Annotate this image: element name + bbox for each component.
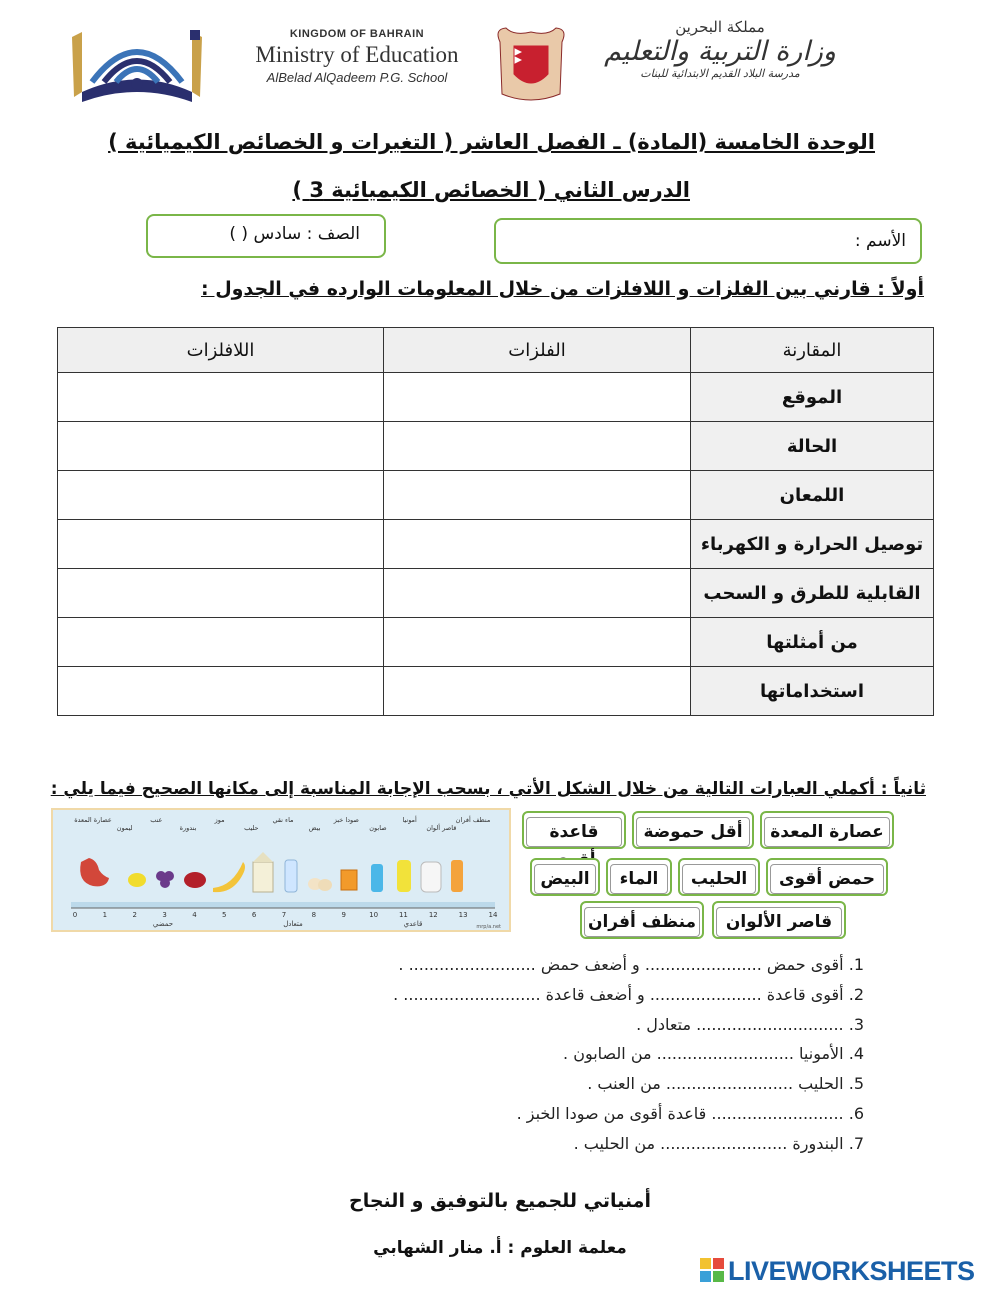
row-label: اللمعان: [691, 471, 934, 520]
kingdom-label-ar: مملكة البحرين: [675, 18, 765, 36]
question-6: [517, 1104, 864, 1123]
chip-label: قاعدة: [526, 817, 622, 847]
ph-region-label: متعادل: [283, 920, 303, 928]
question-number: 2.: [848, 985, 864, 1004]
metals-answer-cell[interactable]: [384, 471, 691, 520]
chip-label: أقل حموضة: [636, 817, 750, 847]
ph-tick-label: 6: [251, 911, 257, 919]
chip-label: قاصر الألوان: [716, 907, 842, 937]
teacher-signature: معلمة العلوم : أ. منار الشهابي: [373, 1238, 627, 1258]
ph-tick-label: 0: [72, 911, 78, 919]
question-text: الأمونيا ........................... من الصابون .: [563, 1044, 844, 1063]
closing-wish: أمنياتي للجميع بالتوفيق و النجاح: [349, 1190, 651, 1212]
chip-stomach-juice[interactable]: [760, 811, 894, 849]
substance-label: قاصر ألوان: [426, 824, 457, 832]
question-1: [398, 955, 864, 974]
nonmetals-answer-cell[interactable]: [58, 569, 384, 618]
oven-cleaner-icon: [451, 860, 463, 892]
row-label: الحالة: [691, 422, 934, 471]
question-text: البندورة ......................... من الحليب .: [573, 1134, 844, 1153]
question-5: [587, 1074, 864, 1093]
ph-tick-label: 12: [428, 911, 438, 919]
bleach-jug-icon: [421, 862, 441, 892]
substance-label: موز: [214, 816, 225, 824]
chip-bleach[interactable]: [712, 901, 846, 939]
chip-stronger-acid[interactable]: [766, 858, 888, 896]
name-label: الأسم :: [854, 231, 906, 251]
comparison-table: [57, 327, 934, 716]
ph-tick-label: 10: [369, 911, 379, 919]
eggs-icon: [308, 878, 332, 891]
metals-answer-cell[interactable]: [384, 569, 691, 618]
liveworksheets-icon: [700, 1258, 724, 1284]
nonmetals-answer-cell[interactable]: [58, 471, 384, 520]
ministry-label: Ministry of Education: [255, 42, 459, 67]
chip-label: الحليب: [682, 864, 756, 894]
substance-label: بندورة: [179, 824, 197, 832]
substance-label: ليمون: [116, 824, 133, 832]
substance-label: عصارة المعدة: [74, 816, 112, 824]
substance-label: منظف أفران: [455, 816, 491, 824]
section-2-heading: ثانياً : أكملي العبارات التالية من خلال الشكل الأتي ، بسحب الإجابة المناسبة إلى مكانها الصحيح فيما يلي :: [50, 779, 926, 799]
table-row: [58, 422, 934, 471]
substance-label: عنب: [150, 816, 163, 824]
chip-oven-cleaner[interactable]: [580, 901, 704, 939]
question-text: أقوى قاعدة ...................... و أضعف قاعدة ........................... .: [393, 985, 844, 1004]
section-1-heading: أولاً : قارني بين الفلزات و اللافلزات من خلال المعلومات الوارده في الجدول :: [200, 278, 924, 300]
chip-label: الماء: [610, 864, 668, 894]
substance-label: صودا خبز: [333, 816, 359, 824]
metals-answer-cell[interactable]: [384, 618, 691, 667]
baking-soda-icon: [341, 870, 357, 890]
row-label: توصيل الحرارة و الكهرباء: [691, 520, 934, 569]
question-number: 5.: [848, 1074, 864, 1093]
table-row: [58, 471, 934, 520]
row-label: القابلية للطرق و السحب: [691, 569, 934, 618]
liveworksheets-wordmark: LIVEWORKSHEETS: [728, 1256, 975, 1286]
chip-label: عصارة المعدة: [764, 817, 890, 847]
table-row: [58, 569, 934, 618]
metals-answer-cell[interactable]: [384, 373, 691, 422]
ministry-name-arabic: [600, 18, 840, 80]
class-label: الصف : سادس ( ): [229, 224, 360, 244]
chip-stronger-base[interactable]: [522, 811, 626, 849]
question-7: [574, 1134, 864, 1153]
metals-answer-cell[interactable]: [384, 667, 691, 716]
substance-label: بيض: [308, 824, 321, 832]
class-field[interactable]: [146, 214, 386, 258]
lesson-title: الدرس الثاني ( الخصائص الكيميائية 3 ): [292, 178, 690, 202]
question-number: 7.: [848, 1134, 864, 1153]
row-label: الموقع: [691, 373, 934, 422]
school-label: AlBelad AlQadeem P.G. School: [266, 70, 448, 85]
header-nonmetals: اللافلزات: [58, 328, 384, 373]
chip-less-acidic[interactable]: [632, 811, 754, 849]
ph-tick-label: 2: [132, 911, 137, 919]
metals-answer-cell[interactable]: [384, 520, 691, 569]
substance-label: ماء نقي: [272, 816, 294, 824]
ph-region-label: قاعدي: [403, 920, 423, 928]
table-row: [58, 618, 934, 667]
substance-label: حليب: [244, 824, 259, 832]
question-text: الحليب ......................... من العنب .: [587, 1074, 844, 1093]
ph-tick-label: 14: [488, 911, 498, 919]
ph-region-label: حمضي: [152, 920, 174, 928]
chip-water[interactable]: [606, 858, 672, 896]
unit-title: الوحدة الخامسة (المادة) ـ الفصل العاشر ( التغيرات و الخصائص الكيميائية ): [108, 130, 875, 154]
table-row: [58, 667, 934, 716]
table-row: [58, 520, 934, 569]
ph-tick-label: 13: [458, 911, 468, 919]
school-logo: [62, 12, 212, 112]
nonmetals-answer-cell[interactable]: [58, 618, 384, 667]
kingdom-label: KINGDOM OF BAHRAIN: [289, 28, 425, 40]
ammonia-bottle-icon: [397, 860, 411, 892]
question-3: [636, 1015, 864, 1034]
ph-tick-label: 7: [281, 911, 287, 919]
ministry-name-english: [222, 28, 492, 85]
question-text: أقوى حمض ....................... و أضعف حمض ......................... .: [398, 955, 844, 974]
metals-answer-cell[interactable]: [384, 422, 691, 471]
ph-tick-label: 4: [192, 911, 197, 919]
table-row: [58, 373, 934, 422]
ph-tick-label: 9: [341, 911, 346, 919]
ph-scale-figure: [51, 808, 511, 932]
chip-label: البيض: [534, 864, 596, 894]
figure-credit: mrp/a.net: [476, 924, 501, 930]
chip-egg[interactable]: [530, 858, 600, 896]
substance-label: أمونيا: [402, 816, 417, 824]
school-label-ar: مدرسة البلاد القديم الابتدائية للبنات: [640, 67, 800, 81]
chip-label: حمض أقوى: [770, 864, 884, 894]
ph-tick-label: 11: [398, 911, 408, 919]
question-4: [563, 1044, 864, 1063]
nonmetals-answer-cell[interactable]: [58, 373, 384, 422]
table-header-row: [58, 328, 934, 373]
ph-tick-label: 1: [102, 911, 108, 919]
ph-scale-svg: [53, 810, 509, 930]
question-number: 3.: [848, 1015, 864, 1034]
nonmetals-answer-cell[interactable]: [58, 667, 384, 716]
substance-label: صابون: [369, 824, 387, 832]
question-number: 1.: [848, 955, 864, 974]
ph-tick-label: 8: [311, 911, 317, 919]
bahrain-emblem: [494, 24, 568, 104]
question-number: 4.: [848, 1044, 864, 1063]
nonmetals-answer-cell[interactable]: [58, 422, 384, 471]
nonmetals-answer-cell[interactable]: [58, 520, 384, 569]
row-label: من أمثلتها: [691, 618, 934, 667]
question-2: [393, 985, 864, 1004]
tomato-icon: [184, 872, 206, 888]
water-bottle-icon: [285, 860, 297, 892]
soap-bottle-icon: [371, 864, 383, 892]
chip-milk[interactable]: [678, 858, 760, 896]
header-comparison: المقارنة: [691, 328, 934, 373]
question-number: 6.: [848, 1104, 864, 1123]
liveworksheets-logo[interactable]: [700, 1256, 996, 1286]
ph-tick-label: 5: [222, 911, 227, 919]
ministry-label-ar: وزارة التربية والتعليم: [604, 36, 836, 67]
row-label: استخداماتها: [691, 667, 934, 716]
question-text: .......................... قاعدة أقوى من صودا الخبز .: [516, 1104, 844, 1123]
question-text: ............................. متعادل .: [636, 1015, 844, 1034]
header-metals: الفلزات: [384, 328, 691, 373]
lemon-icon: [128, 873, 146, 887]
ph-tick-label: 3: [162, 911, 167, 919]
name-field[interactable]: [494, 218, 922, 264]
chip-label: منظف أفران: [584, 907, 700, 937]
